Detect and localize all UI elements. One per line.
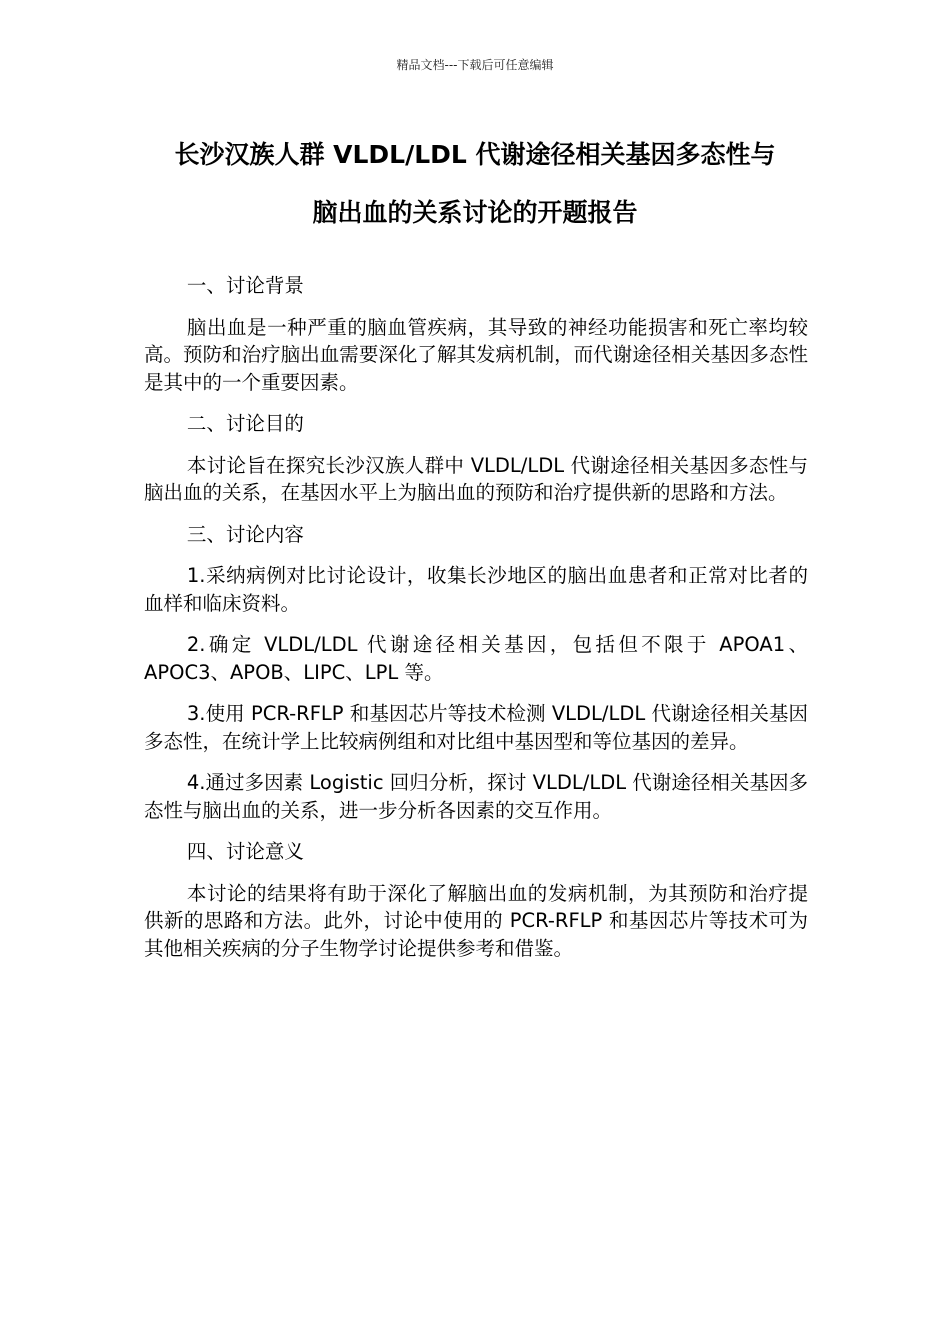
paragraph-significance: 本讨论的结果将有助于深化了解脑出血的发病机制，为其预防和治疗提供新的思路和方法。此外，讨论中使用的 PCR-RFLP 和基因芯片等技术可为其他相关疾病的分子生物学讨论提供参考和借鉴。 [144, 881, 808, 960]
section-heading-content: 三、讨论内容 [186, 522, 304, 546]
paragraph-background: 脑出血是一种严重的脑血管疾病，其导致的神经功能损害和死亡率均较高。预防和治疗脑出血需要深化了解其发病机制，而代谢途径相关基因多态性是其中的一个重要因素。 [144, 315, 808, 394]
section-heading-purpose: 二、讨论目的 [186, 412, 304, 435]
paragraph-purpose: 本讨论旨在探究长沙汉族人群中 VLDL/LDL 代谢途径相关基因多态性与脑出血的关系，在基因水平上为脑出血的预防和治疗提供新的思路和方法。 [144, 453, 808, 504]
header-note: 精品文档---下载后可任意编辑 [396, 58, 554, 72]
paragraph-content-item-1: 1.采纳病例对比讨论设计，收集长沙地区的脑出血患者和正常对比者的血样和临床资料。 [144, 564, 808, 615]
paragraph-content-item-4: 4.通过多因素 Logistic 回归分析，探讨 VLDL/LDL 代谢途径相关基因多态性与脑出血的关系，进一步分析各因素的交互作用。 [144, 771, 808, 822]
title-line-1: 长沙汉族人群 VLDL/LDL 代谢途径相关基因多态性与 [174, 140, 776, 169]
paragraph-content-item-3: 3.使用 PCR-RFLP 和基因芯片等技术检测 VLDL/LDL 代谢途径相关基因多态性，在统计学上比较病例组和对比组中基因型和等位基因的差异。 [144, 702, 808, 753]
paragraph-content-item-2: 2.确定 VLDL/LDL 代谢途径相关基因，包括但不限于 APOA1、APOC3、APOB、LIPC、LPL 等。 [144, 633, 808, 684]
title-line-2: 脑出血的关系讨论的开题报告 [312, 198, 638, 227]
section-heading-background: 一、讨论背景 [186, 274, 304, 297]
document-body [144, 272, 808, 976]
section-heading-significance: 四、讨论意义 [186, 840, 304, 863]
